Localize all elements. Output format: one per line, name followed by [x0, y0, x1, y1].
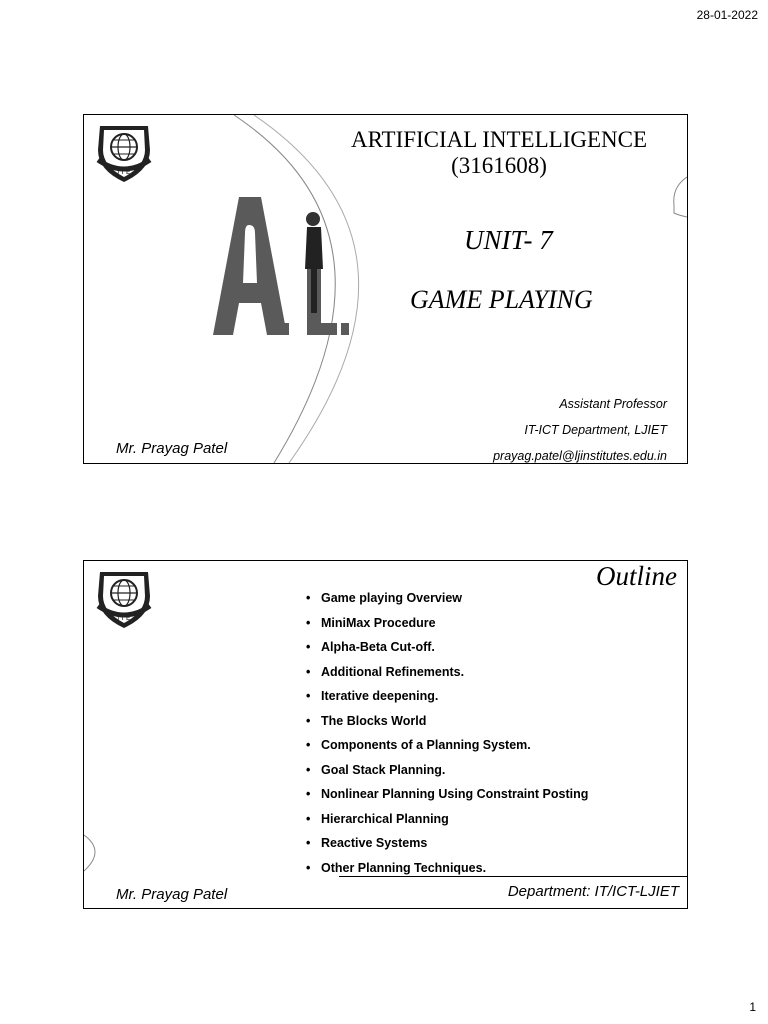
footer-divider [339, 876, 688, 877]
ljiet-logo-icon [92, 566, 156, 632]
list-item: • Game playing Overview [306, 586, 588, 611]
list-item: • Nonlinear Planning Using Constraint Posting [306, 782, 588, 807]
designation: Assistant Professor [559, 397, 667, 411]
list-item: • The Blocks World [306, 709, 588, 734]
outline-title: Outline [596, 561, 677, 591]
list-item: • Reactive Systems [306, 831, 588, 856]
outline-slide [83, 560, 688, 909]
course-code: (3161608) [451, 153, 547, 178]
email: prayag.patel@ljinstitutes.edu.in [493, 449, 667, 463]
ljiet-logo-icon [92, 120, 156, 186]
unit-heading: UNIT- 7 [464, 225, 553, 255]
title-slide [83, 114, 688, 464]
course-title: ARTIFICIAL INTELLIGENCE [350, 127, 648, 152]
department: IT-ICT Department, LJIET [524, 423, 667, 437]
list-item: • Iterative deepening. [306, 684, 588, 709]
list-item: • Other Planning Techniques. [306, 856, 588, 881]
list-item: • Alpha-Beta Cut-off. [306, 635, 588, 660]
topic-heading: GAME PLAYING [410, 285, 593, 314]
list-item: • MiniMax Procedure [306, 611, 588, 636]
department-footer: Department: IT/ICT-LJIET [507, 883, 679, 900]
list-item: • Goal Stack Planning. [306, 758, 588, 783]
list-item: • Hierarchical Planning [306, 807, 588, 832]
list-item: • Additional Refinements. [306, 660, 588, 685]
ai-figure-icon [209, 195, 349, 343]
page-number: 1 [749, 1000, 756, 1014]
outline-list [306, 586, 588, 880]
page-date: 28-01-2022 [696, 8, 758, 22]
course-title-block [314, 127, 684, 179]
list-item: • Components of a Planning System. [306, 733, 588, 758]
presenter-info [493, 391, 667, 464]
author-name: Mr. Prayag Patel [116, 886, 228, 903]
svg-text:L J I E T: L J I E T [111, 168, 137, 176]
svg-text:L J I E T: L J I E T [111, 614, 137, 622]
author-name: Mr. Prayag Patel [116, 440, 228, 457]
